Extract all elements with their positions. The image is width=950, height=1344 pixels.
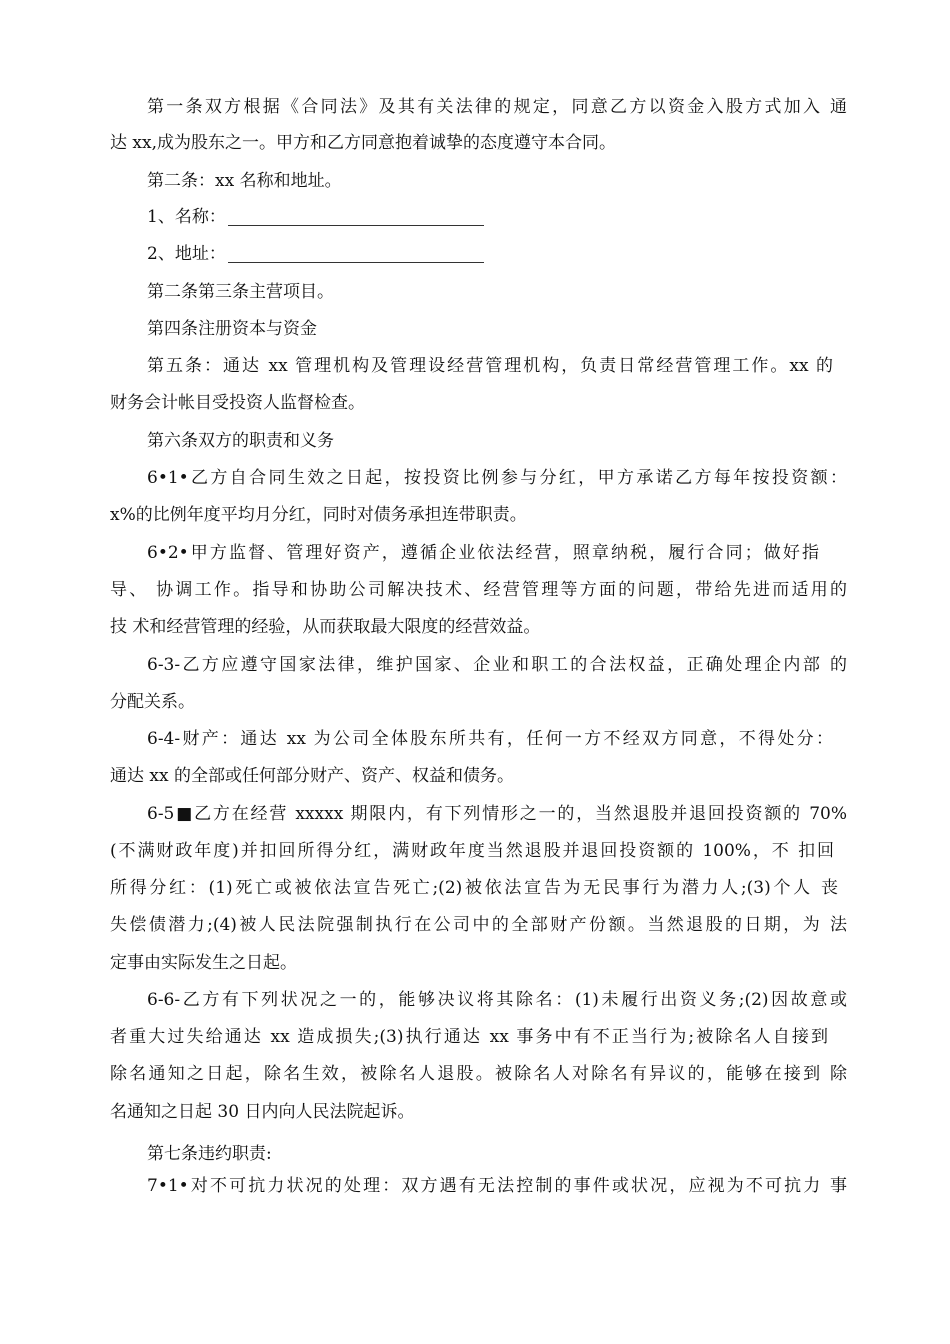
text-line: 第一条双方根据《合同法》及其有关法律的规定，同意乙方以资金入股方式加入 通: [147, 97, 847, 117]
address-label: 2、地址：: [147, 244, 226, 264]
name-blank-field: [228, 208, 484, 226]
text-line: 第五条：通达 xx 管理机构及管理设经营管理机构，负责日常经营管理工作。xx 的: [147, 356, 833, 376]
text-line: 定事由实际发生之日起。: [110, 953, 297, 973]
text-line: (不满财政年度)并扣回所得分红，满财政年度当然退股并退回投资额的 100%，不 扣回: [110, 841, 834, 861]
text-line: 达 xx,成为股东之一。甲方和乙方同意抱着诚挚的态度遵守本合同。: [110, 133, 616, 153]
name-field-line: [147, 206, 484, 228]
text-line: 6-6-乙方有下列状况之一的，能够决议将其除名：(1)未履行出资义务;(2)因故意或: [147, 990, 847, 1010]
text-line: 第七条违约职责:: [147, 1144, 272, 1164]
text-line: 分配关系。: [110, 692, 195, 712]
text-line: 除名通知之日起，除名生效，被除名人退股。被除名人对除名有异议的，能够在接到 除: [110, 1064, 847, 1084]
text-line: 第二条第三条主营项目。: [147, 282, 334, 302]
text-line: 第二条：xx 名称和地址。: [147, 171, 342, 191]
text-line: 6•2•甲方监督、管理好资产，遵循企业依法经营，照章纳税，履行合同；做好指: [147, 543, 819, 563]
text-line: 技 术和经营管理的经验，从而获取最大限度的经营效益。: [110, 617, 541, 637]
address-field-line: [147, 243, 484, 265]
text-line: 者重大过失给通达 xx 造成损失;(3)执行通达 xx 事务中有不正当行为;被除名人自接到: [110, 1027, 828, 1047]
text-line: 失偿债潜力;(4)被人民法院强制执行在公司中的全部财产份额。当然退股的日期，为 法: [110, 915, 847, 935]
text-line: 通达 xx 的全部或任何部分财产、资产、权益和债务。: [110, 766, 514, 786]
text-line: 所得分红：(1)死亡或被依法宣告死亡;(2)被依法宣告为无民事行为潜力人;(3)个人 丧: [110, 878, 838, 898]
text-line: x%的比例年度平均月分红，同时对债务承担连带职责。: [110, 505, 527, 525]
text-line: 第四条注册资本与资金: [147, 319, 317, 339]
address-blank-field: [228, 245, 484, 263]
text-line: 导、 协调工作。指导和协助公司解决技术、经营管理等方面的问题，带给先进而适用的: [110, 580, 847, 600]
text-line: 6-5■乙方在经营 xxxxx 期限内，有下列情形之一的，当然退股并退回投资额的 70%: [147, 804, 847, 824]
text-line: 名通知之日起 30 日内向人民法院起诉。: [110, 1102, 415, 1122]
text-line: 6-3-乙方应遵守国家法律，维护国家、企业和职工的合法权益，正确处理企内部 的: [147, 655, 847, 675]
text-line: 6•1•乙方自合同生效之日起，按投资比例参与分红，甲方承诺乙方每年按投资额：: [147, 468, 847, 488]
name-label: 1、名称：: [147, 207, 226, 227]
text-line: 6-4-财产：通达 xx 为公司全体股东所共有，任何一方不经双方同意，不得处分：: [147, 729, 833, 749]
text-line: 第六条双方的职责和义务: [147, 431, 334, 451]
text-line: 7•1•对不可抗力状况的处理：双方遇有无法控制的事件或状况，应视为不可抗力 事: [147, 1176, 847, 1196]
text-line: 财务会计帐目受投资人监督检查。: [110, 393, 365, 413]
